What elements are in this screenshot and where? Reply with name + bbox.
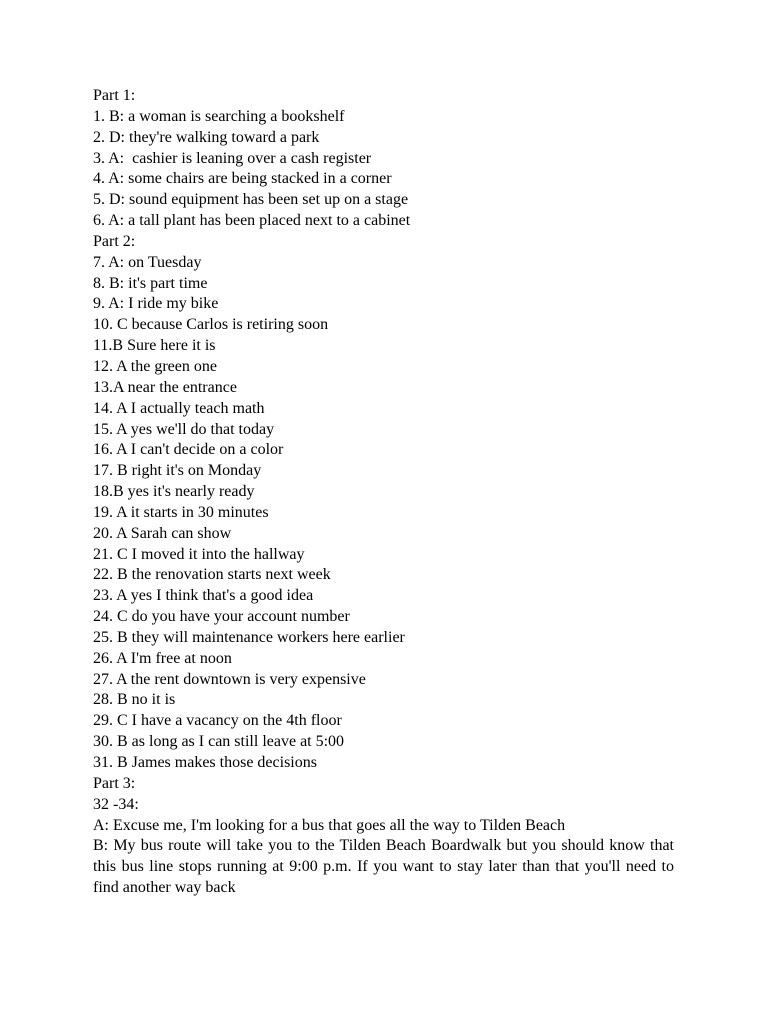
answer-line-6: 6. A: a tall plant has been placed next to a cabinet xyxy=(93,212,411,230)
answer-line-8: 8. B: it's part time xyxy=(93,274,208,292)
question-range-heading: 32 -34: xyxy=(93,795,139,813)
answer-line-22: 22. B the renovation starts next week xyxy=(93,566,331,584)
answer-line-29: 29. C I have a vacancy on the 4th floor xyxy=(93,712,342,730)
answer-line-5: 5. D: sound equipment has been set up on a stage xyxy=(93,191,409,209)
answer-line-13: 13.A near the entrance xyxy=(93,378,237,396)
answer-line-20: 20. A Sarah can show xyxy=(93,524,232,542)
answer-line-30: 30. B as long as I can still leave at 5:00 xyxy=(93,733,345,751)
answer-line-9: 9. A: I ride my bike xyxy=(93,295,219,313)
answer-line-26: 26. A I'm free at noon xyxy=(93,649,232,667)
answer-line-7: 7. A: on Tuesday xyxy=(93,253,202,271)
answer-line-23: 23. A yes I think that's a good idea xyxy=(93,587,314,605)
answer-line-15: 15. A yes we'll do that today xyxy=(93,420,275,438)
answer-line-16: 16. A I can't decide on a color xyxy=(93,441,284,459)
answer-line-24: 24. C do you have your account number xyxy=(93,608,350,626)
answer-line-11: 11.B Sure here it is xyxy=(93,337,216,355)
section-heading-part1: Part 1: xyxy=(93,87,136,104)
section-heading-part2: Part 2: xyxy=(93,232,136,250)
answer-line-28: 28. B no it is xyxy=(93,691,176,709)
answer-line-1: 1. B: a woman is searching a bookshelf xyxy=(93,107,345,125)
answer-line-12: 12. A the green one xyxy=(93,357,217,375)
answer-line-2: 2. D: they're walking toward a park xyxy=(93,128,320,146)
answer-line-19: 19. A it starts in 30 minutes xyxy=(93,503,269,521)
dialogue-line-a: A: Excuse me, I'm looking for a bus that goes all the way to Tilden Beach xyxy=(93,816,566,834)
section-heading-part3: Part 3: xyxy=(93,774,136,792)
answer-line-18: 18.B yes it's nearly ready xyxy=(93,483,255,501)
answer-line-17: 17. B right it's on Monday xyxy=(93,462,262,480)
answer-line-21: 21. C I moved it into the hallway xyxy=(93,545,305,563)
answer-line-27: 27. A the rent downtown is very expensive xyxy=(93,670,366,688)
answer-line-4: 4. A: some chairs are being stacked in a corner xyxy=(93,170,392,188)
dialogue-paragraph-b: B: My bus route will take you to the Tilden Beach Boardwalk but you should know that this bus line stops running at 9:00 p.m. If you want to stay later than that you'll need to find another way back xyxy=(93,837,674,897)
answer-line-25: 25. B they will maintenance workers here earlier xyxy=(93,628,405,646)
answer-line-3: 3. A: cashier is leaning over a cash register xyxy=(93,149,372,167)
answer-line-10: 10. C because Carlos is retiring soon xyxy=(93,316,329,334)
answer-line-14: 14. A I actually teach math xyxy=(93,399,265,417)
answer-line-31: 31. B James makes those decisions xyxy=(93,754,317,771)
document-body xyxy=(93,86,674,899)
